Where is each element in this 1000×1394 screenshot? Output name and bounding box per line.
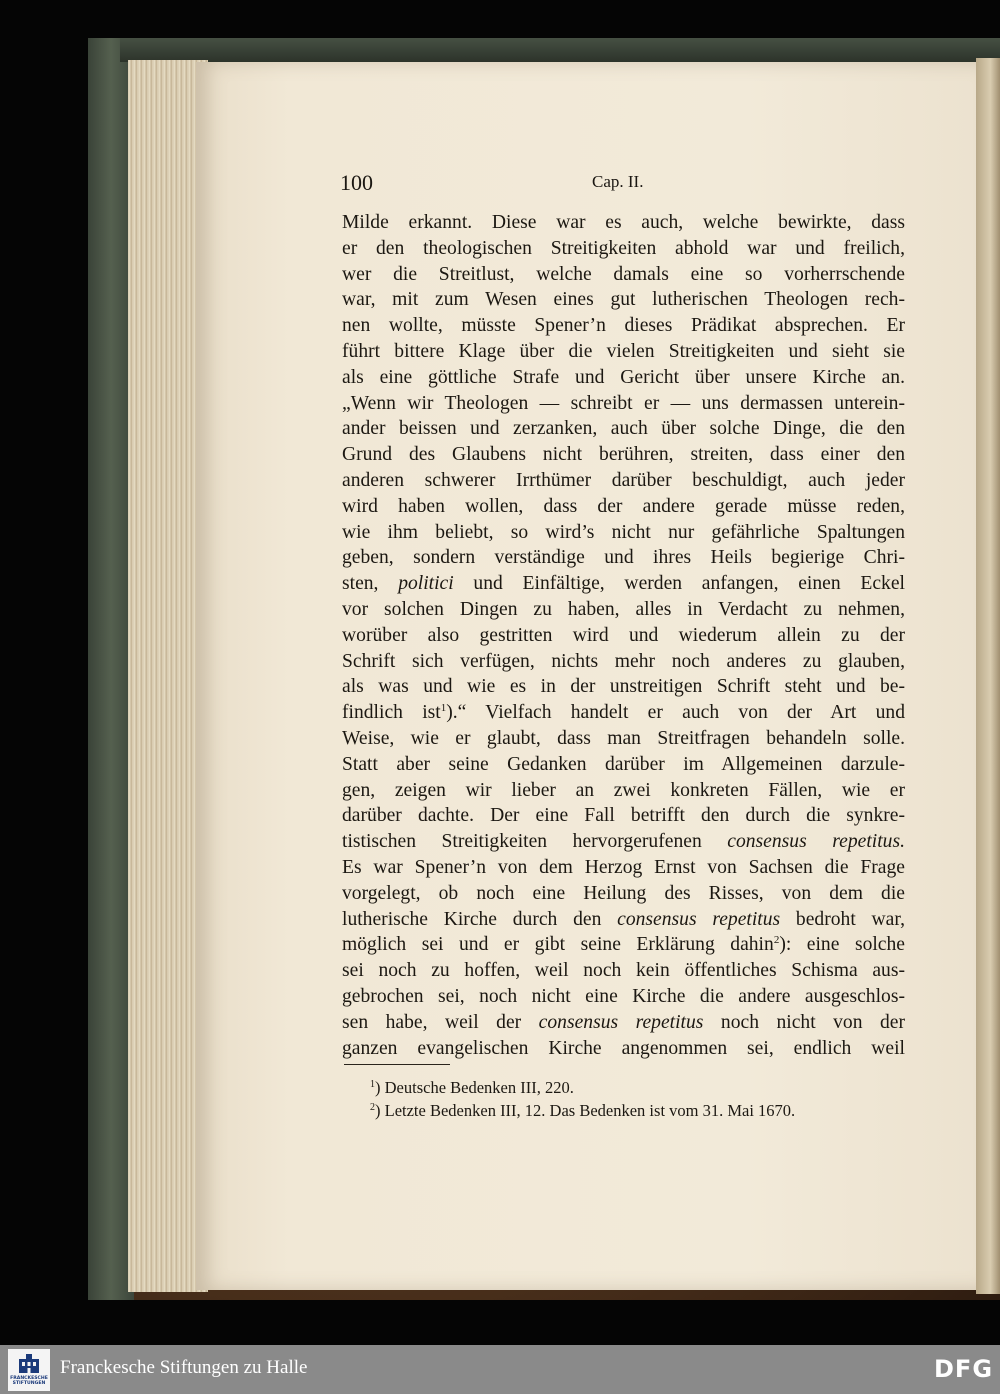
text-line [342,932,905,958]
text-line: Grund des Glaubens nicht berühren, streiten, dass einer den [342,444,905,466]
book-top-edge [120,38,1000,62]
text-fragment: ).“ Vielfach handelt er auch von der Art und [446,702,905,724]
italic-term: consensus repetitus [538,1011,704,1033]
text-line [342,907,905,933]
footnote [370,1099,795,1122]
text-line [342,829,905,855]
text-line: wie ihm beliebt, so wird’s nicht nur gefährliche Spaltungen [342,521,905,543]
text-line: ganzen evangelischen Kirche angenommen sei, endlich weil [342,1037,905,1059]
text-line: vorgelegt, ob noch eine Heilung des Risses, von dem die [342,882,905,904]
text-fragment: ): eine solche [779,934,905,956]
institution-name[interactable]: Franckesche Stiftungen zu Halle [60,1357,308,1378]
italic-term: politici [398,573,454,595]
text-fragment: lutherische Kirche durch den [342,908,618,930]
text-line: Es war Spener’n von dem Herzog Ernst von Sachsen die Frage [342,856,905,878]
text-line: wird haben wollen, dass der andere gerade müsse reden, [342,495,905,517]
footnote-text: ) Letzte Bedenken III, 12. Das Bedenken ist vom 31. Mai 1670. [375,1101,796,1120]
text-fragment: und Einfältige, werden anfangen, einen Eckel [453,573,905,595]
logo-wordmark: FRANCKESCHE STIFTUNGEN [10,1376,48,1386]
text-line: gen, zeigen wir lieber an zwei konkreten Fällen, wie er [342,779,905,801]
text-line: „Wenn wir Theologen — schreibt er — uns dermassen unterein- [342,392,905,414]
text-line: Weise, wie er glaubt, dass man Streitfragen behandeln solle. [342,727,905,749]
running-head: Cap. II. [592,172,644,191]
footnote-ref: 1 [440,702,447,715]
text-line: anderen schwerer Irrthümer darüber beschuldigt, auch jeder [342,469,905,491]
text-line: gebrochen sei, noch nicht eine Kirche die andere ausgeschlos- [342,985,905,1007]
text-line: führt bittere Klage über die vielen Streitigkeiten und sieht sie [342,340,905,362]
footnote-mark: 1 [370,1079,375,1090]
footnote-rule [344,1064,450,1065]
text-line: ander beissen und zerzanken, auch über solche Dinge, die den [342,418,905,440]
text-line: darüber dachte. Der eine Fall betrifft den durch die synkre- [342,805,905,827]
text-line: Schrift sich verfügen, nichts mehr noch anderes zu glauben, [342,650,905,672]
footnote-text: ) Deutsche Bedenken III, 220. [375,1078,574,1097]
building-icon [16,1353,42,1375]
body-text [342,210,905,1061]
text-line: Statt aber seine Gedanken darüber im Allgemeinen darzule- [342,753,905,775]
footnote [370,1076,795,1099]
text-fragment: sten, [342,573,399,595]
text-fragment: noch nicht von der [703,1011,905,1033]
text-line [342,1010,905,1036]
dfg-logo[interactable]: DFG [934,1355,994,1383]
text-line: als was und wie es in der unstreitigen Schrift steht und be- [342,676,905,698]
text-line: als eine göttliche Strafe und Gericht über unsere Kirche an. [342,366,905,388]
text-line: sei noch zu hoffen, weil noch kein öffentliches Schisma aus- [342,960,905,982]
footnotes [370,1076,795,1122]
footnote-mark: 2 [370,1102,375,1113]
text-fragment: bedroht war, [780,908,905,930]
text-line: wer die Streitlust, welche damals eine so vorherrschende [342,263,905,285]
text-fragment: tistischen Streitigkeiten hervorgerufenen [342,831,728,853]
text-fragment: sen habe, weil der [342,1011,539,1033]
text-line: Milde erkannt. Diese war es auch, welche bewirkte, dass [342,212,905,233]
italic-term: consensus repetitus [617,908,781,930]
text-line [342,700,905,726]
text-line: er den theologischen Streitigkeiten abhold war und freilich, [342,237,905,259]
text-line: nen wollte, müsste Spener’n dieses Prädikat absprechen. Er [342,315,905,337]
italic-term: consensus repetitus. [727,831,905,853]
page-number: 100 [340,170,373,195]
text-line [342,571,905,597]
footnote-ref: 2 [773,934,780,947]
text-fragment: möglich sei und er gibt seine Erklärung dahin [342,934,774,956]
text-line: geben, sondern verständige und ihres Heils begierige Chri- [342,547,905,569]
text-fragment: findlich ist [342,702,441,724]
text-line: worüber also gestritten wird und wiederum allein zu der [342,624,905,646]
facing-page-edge [976,58,1000,1294]
text-line: vor solchen Dingen zu haben, alles in Verdacht zu nehmen, [342,598,905,620]
text-line: war, mit zum Wesen eines gut lutherischen Theologen rech- [342,289,905,311]
